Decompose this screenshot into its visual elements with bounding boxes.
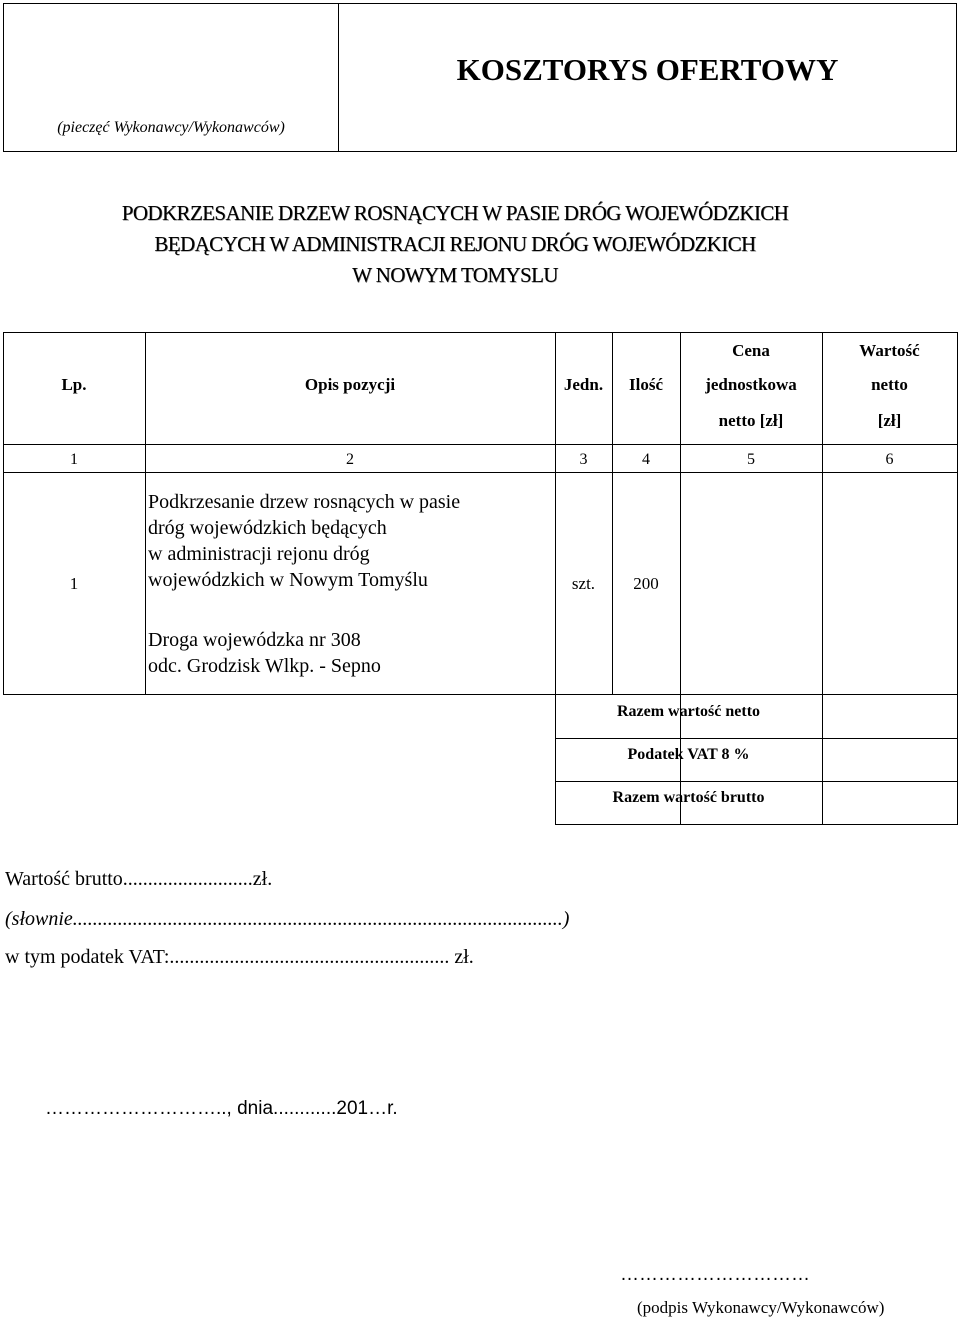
stamp-box [3,3,339,152]
signature-label: (podpis Wykonawcy/Wykonawców) [637,1298,885,1317]
subject-line: PODKRZESANIE DRZEW ROSNĄCYCH W PASIE DRÓG WOJEWÓDZKICH [121,201,789,225]
row-lp: 1 [69,574,79,593]
table-border [3,444,957,445]
description-line: Podkrzesanie drzew rosnących w pasie [148,491,461,513]
description-line: Droga wojewódzka nr 308 [148,629,361,651]
slownie-line: (słownie..................................................................................................) [5,908,570,930]
date-line: ……………………….., dnia............201…r. [45,1098,398,1119]
header-cena: netto [zł] [718,411,784,430]
document-title: KOSZTORYS OFERTOWY [456,52,839,87]
header-ilosc: Ilość [629,375,663,394]
subject-line: W NOWYM TOMYSLU [352,263,558,287]
header-wartosc: Wartość [859,341,920,360]
header-opis: Opis pozycji [304,375,396,394]
column-number: 2 [346,451,354,468]
table-border [822,332,823,825]
brutto-line: Wartość brutto..........................zł. [5,868,273,890]
project-subject [0,198,910,291]
table-border [957,332,958,825]
column-number: 5 [747,451,755,468]
column-number: 3 [579,451,588,468]
header-jedn: Jedn. [563,375,604,394]
stamp-label: (pieczęć Wykonawcy/Wykonawców) [57,119,285,136]
description-line: dróg wojewódzkich będących [148,517,387,539]
header-wartosc: [zł] [877,411,902,430]
row-description [148,489,460,593]
description-line: odc. Grodzisk Wlkp. - Sepno [148,655,381,677]
table-border [3,694,957,695]
table-border [3,332,957,333]
table-border [3,472,957,473]
row-road-info [148,627,381,679]
row-quantity: 200 [633,574,659,593]
table-border [555,824,957,825]
header-cena: jednostkowa [705,375,797,394]
column-number: 4 [642,451,650,468]
header-lp: Lp. [61,375,87,394]
title-box [338,3,957,152]
column-number: 6 [885,451,894,468]
summary-netto-label: Razem wartość netto [616,703,761,720]
vat-line: w tym podatek VAT:........................................................ zł. [5,946,474,968]
header-wartosc: netto [871,375,908,394]
summary-brutto-label: Razem wartość brutto [612,789,765,806]
table-border [555,781,957,782]
table-border [555,738,957,739]
column-number: 1 [70,451,78,468]
description-line: w administracji rejonu dróg [148,543,370,565]
header-cena: Cena [732,341,770,360]
row-unit: szt. [571,574,596,593]
signature-dots: ………………………… [620,1264,810,1285]
subject-line: BĘDĄCYCH W ADMINISTRACJI REJONU DRÓG WOJEWÓDZKICH [154,232,756,256]
summary-vat-label: Podatek VAT 8 % [627,746,750,763]
description-line: wojewódzkich w Nowym Tomyślu [148,569,428,591]
